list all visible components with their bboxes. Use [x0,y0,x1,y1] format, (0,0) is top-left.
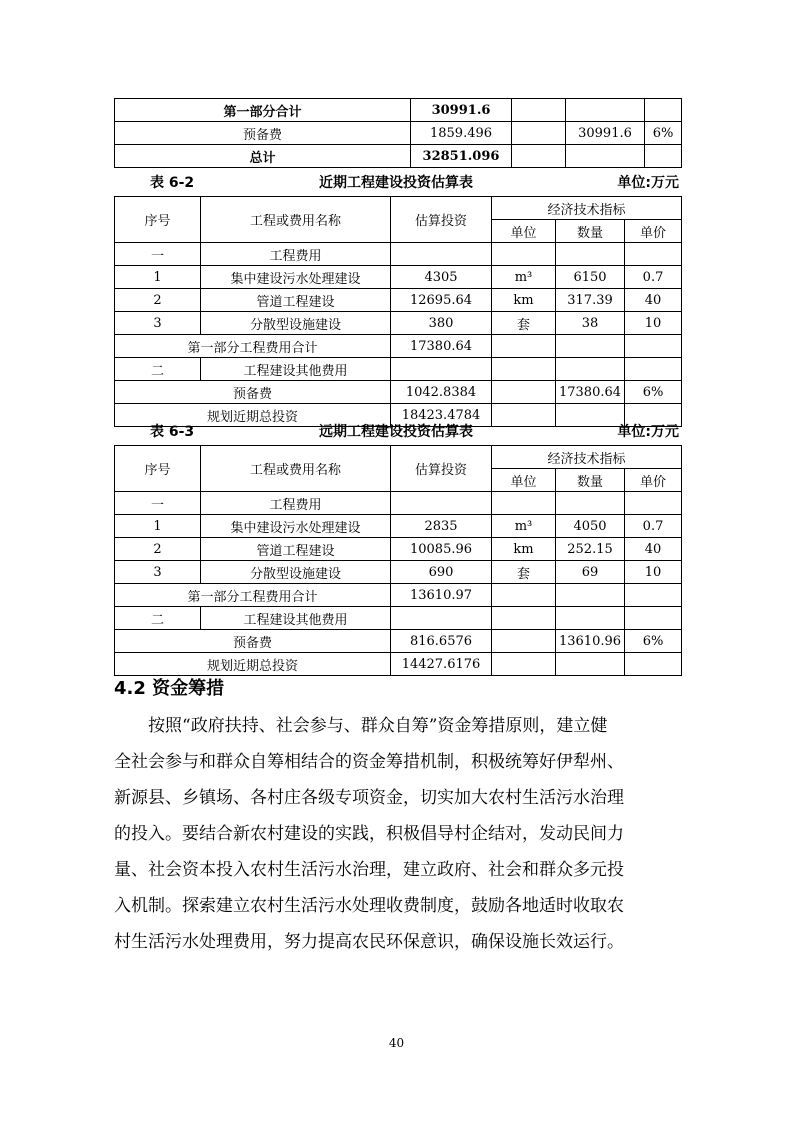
qty-cell [556,584,625,607]
col-header-unit: 单位 [492,469,556,492]
unit-cell [492,584,556,607]
table-row [115,584,682,607]
price-cell [625,243,682,266]
table-row [115,358,682,381]
invest-cell: 690 [391,561,492,584]
invest-cell: 2835 [391,515,492,538]
total-label: 规划近期总投资 [115,404,391,427]
qty-cell: 6150 [556,266,625,289]
table-row [115,122,682,145]
qty-cell: 252.15 [556,538,625,561]
invest-cell: 17380.64 [391,335,492,358]
table-caption [114,172,681,194]
col-header-invest: 估算投资 [391,197,492,243]
seq-cell: 二 [115,607,201,630]
price-cell [625,607,682,630]
unit-cell: km [492,538,556,561]
paragraph-line: 入机制。探索建立农村生活污水处理收费制度，鼓励各地适时收取农 [114,896,624,916]
table-row [115,607,682,630]
col-header-indicators: 经济技术指标 [492,446,682,469]
qty-cell: 38 [556,312,625,335]
col-header-name: 工程或费用名称 [201,446,391,492]
table-row [115,538,682,561]
unit-cell [492,358,556,381]
qty-cell [566,99,645,122]
invest-cell: 1859.496 [411,122,512,145]
qty-cell [556,492,625,515]
invest-cell: 13610.97 [391,584,492,607]
page-number: 40 [388,1036,405,1050]
table-number: 表 6-3 [150,424,195,440]
col-header-seq: 序号 [115,446,201,492]
seq-cell: 3 [115,561,201,584]
col-header-price: 单价 [625,220,682,243]
body-paragraph [114,708,681,960]
seq-cell: 1 [115,266,201,289]
unit-cell: m³ [492,266,556,289]
qty-cell: 30991.6 [566,122,645,145]
seq-cell: 一 [115,243,201,266]
unit-cell [492,335,556,358]
table-row [115,381,682,404]
invest-cell: 4305 [391,266,492,289]
qty-cell: 17380.64 [556,381,625,404]
paragraph-line: 量、社会资本投入农村生活污水治理，建立政府、社会和群众多元投 [114,860,624,880]
unit-cell [492,492,556,515]
price-cell: 10 [625,561,682,584]
table-row [115,289,682,312]
paragraph-line: 的投入。要结合新农村建设的实践，积极倡导村企结对，发动民间力 [114,824,624,844]
invest-cell: 18423.4784 [391,404,492,427]
price-cell: 0.7 [625,515,682,538]
seq-cell: 2 [115,289,201,312]
invest-cell [391,607,492,630]
seq-cell: 二 [115,358,201,381]
price-cell: 40 [625,538,682,561]
table-row [115,653,682,676]
unit-cell [492,381,556,404]
name-cell: 管道工程建设 [201,538,391,561]
qty-cell [556,607,625,630]
invest-cell: 380 [391,312,492,335]
table-number: 表 6-2 [150,175,195,191]
col-header-qty: 数量 [556,220,625,243]
seq-cell: 2 [115,538,201,561]
unit-cell [512,145,566,168]
table-header-row [115,446,682,469]
invest-cell [391,492,492,515]
seq-cell: 一 [115,492,201,515]
col-header-price: 单价 [625,469,682,492]
seq-cell: 1 [115,515,201,538]
table-header-row [115,197,682,220]
col-header-name: 工程或费用名称 [201,197,391,243]
name-cell: 集中建设污水处理建设 [201,266,391,289]
subtotal-label: 第一部分工程费用合计 [115,584,391,607]
paragraph-line: 按照“政府扶持、社会参与、群众自筹”资金筹措原则，建立健 [114,716,608,736]
name-cell: 工程费用 [201,492,391,515]
name-cell: 管道工程建设 [201,289,391,312]
qty-cell [556,335,625,358]
table-row [115,145,682,168]
unit-cell: 套 [492,561,556,584]
row-label: 总计 [115,145,411,168]
invest-cell: 816.6576 [391,630,492,653]
row-label: 第一部分合计 [115,99,411,122]
price-cell [625,492,682,515]
table-unit: 单位:万元 [617,175,679,191]
unit-cell: 套 [492,312,556,335]
table-row [115,492,682,515]
table-row [115,243,682,266]
unit-cell: m³ [492,515,556,538]
price-cell: 40 [625,289,682,312]
invest-cell: 30991.6 [411,99,512,122]
unit-cell [492,607,556,630]
table-caption [114,421,681,443]
name-cell: 集中建设污水处理建设 [201,515,391,538]
col-header-invest: 估算投资 [391,446,492,492]
table-row [115,515,682,538]
price-cell: 0.7 [625,266,682,289]
invest-cell: 12695.64 [391,289,492,312]
unit-cell [492,243,556,266]
qty-cell [566,145,645,168]
name-cell: 工程费用 [201,243,391,266]
invest-cell: 10085.96 [391,538,492,561]
section-heading: 4.2 资金筹措 [114,678,225,699]
unit-cell [492,653,556,676]
long-term-investment-table [114,445,682,676]
table-row [115,99,682,122]
qty-cell: 13610.96 [556,630,625,653]
table-row [115,561,682,584]
unit-cell: km [492,289,556,312]
col-header-unit: 单位 [492,220,556,243]
price-cell: 6% [645,122,682,145]
paragraph-line: 全社会参与和群众自筹相结合的资金筹措机制，积极统筹好伊犁州、 [114,752,624,772]
price-cell [625,335,682,358]
unit-cell [512,99,566,122]
unit-cell [512,122,566,145]
unit-cell [492,630,556,653]
price-cell: 10 [625,312,682,335]
name-cell: 分散型设施建设 [201,561,391,584]
table-row [115,630,682,653]
table-unit: 单位:万元 [617,424,679,440]
invest-cell: 14427.6176 [391,653,492,676]
qty-cell: 69 [556,561,625,584]
name-cell: 工程建设其他费用 [201,358,391,381]
price-cell: 6% [625,630,682,653]
near-term-investment-table [114,196,682,427]
subtotal-label: 第一部分工程费用合计 [115,335,391,358]
paragraph-line: 新源县、乡镇场、各村庄各级专项资金，切实加大农村生活污水治理 [114,788,624,808]
reserve-label: 预备费 [115,630,391,653]
table-title: 近期工程建设投资估算表 [319,175,473,191]
name-cell: 分散型设施建设 [201,312,391,335]
qty-cell: 4050 [556,515,625,538]
invest-cell [391,243,492,266]
col-header-qty: 数量 [556,469,625,492]
invest-cell [391,358,492,381]
table-row [115,312,682,335]
qty-cell [556,243,625,266]
qty-cell: 317.39 [556,289,625,312]
name-cell: 工程建设其他费用 [201,607,391,630]
total-label: 规划近期总投资 [115,653,391,676]
price-cell [625,653,682,676]
invest-cell: 1042.8384 [391,381,492,404]
table-row [115,266,682,289]
seq-cell: 3 [115,312,201,335]
qty-cell [556,358,625,381]
price-cell [625,358,682,381]
summary-continuation-table [114,98,682,168]
table-row [115,335,682,358]
price-cell [645,145,682,168]
col-header-seq: 序号 [115,197,201,243]
paragraph-line: 村生活污水处理费用，努力提高农民环保意识，确保设施长效运行。 [114,932,624,952]
table-title: 远期工程建设投资估算表 [319,424,473,440]
invest-cell: 32851.096 [411,145,512,168]
price-cell [645,99,682,122]
price-cell: 6% [625,381,682,404]
row-label: 预备费 [115,122,411,145]
reserve-label: 预备费 [115,381,391,404]
qty-cell [556,653,625,676]
price-cell [625,584,682,607]
col-header-indicators: 经济技术指标 [492,197,682,220]
